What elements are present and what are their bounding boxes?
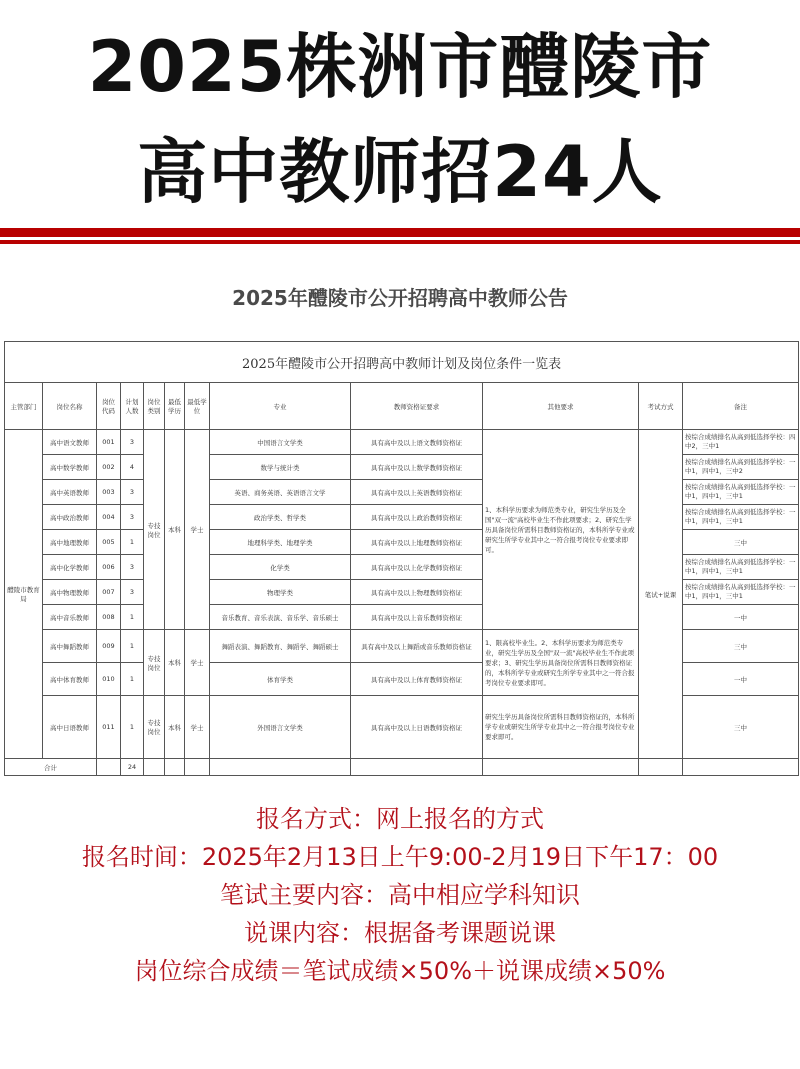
header-position-category: 岗位类别 (144, 383, 165, 430)
written-exam-content: 笔试主要内容：高中相应学科知识 (220, 881, 580, 909)
major: 舞蹈表演、舞蹈教育、舞蹈学、舞蹈硕士 (210, 630, 351, 663)
cert-requirement: 具有高中及以上音乐教师资格证 (351, 605, 483, 630)
min-degree: 学士 (185, 630, 210, 696)
min-degree: 学士 (185, 430, 210, 630)
application-info (0, 800, 800, 990)
total-empty (351, 759, 483, 776)
total-empty (639, 759, 683, 776)
cert-requirement: 具有高中及以上日语教师资格证 (351, 696, 483, 759)
position-category: 专技岗位 (144, 430, 165, 630)
plan-count: 1 (121, 605, 144, 630)
major: 外国语言文学类 (210, 696, 351, 759)
position-code: 005 (97, 530, 121, 555)
remark: 三中 (683, 530, 799, 555)
registration-method: 报名方式：网上报名的方式 (256, 805, 544, 833)
position-code: 003 (97, 480, 121, 505)
position-name: 高中物理教师 (43, 580, 97, 605)
recruitment-table-container (4, 341, 798, 776)
position-name: 高中英语教师 (43, 480, 97, 505)
position-code: 008 (97, 605, 121, 630)
remark: 按综合成绩排名从高到低选择学校：一中1，四中1，三中1 (683, 580, 799, 605)
remark: 一中 (683, 605, 799, 630)
other-requirements: 1、本科学历要求为师范类专业，研究生学历及全国"双一流"高校毕业生不作此项要求；2、研究生学历具备岗位所需科目教师资格证的，本科所学专业或研究生所学专业其中之一符合报考岗位专业要求即可。 (483, 430, 639, 630)
remark: 按综合成绩排名从高到低选择学校：一中1，四中1，三中1 (683, 505, 799, 530)
remark: 按综合成绩排名从高到低选择学校：一中1，四中1，三中1 (683, 555, 799, 580)
total-empty (165, 759, 185, 776)
major: 中国语言文学类 (210, 430, 351, 455)
position-name: 高中语文教师 (43, 430, 97, 455)
position-name: 高中化学教师 (43, 555, 97, 580)
header-position-code: 岗位代码 (97, 383, 121, 430)
major: 体育学类 (210, 663, 351, 696)
remark: 三中 (683, 696, 799, 759)
min-degree: 学士 (185, 696, 210, 759)
table-header-row (5, 383, 799, 430)
plan-count: 3 (121, 580, 144, 605)
position-code: 011 (97, 696, 121, 759)
min-education: 本科 (165, 696, 185, 759)
major: 化学类 (210, 555, 351, 580)
position-code: 001 (97, 430, 121, 455)
cert-requirement: 具有高中及以上数学教师资格证 (351, 455, 483, 480)
position-category: 专技岗位 (144, 630, 165, 696)
header-plan-count: 计划人数 (121, 383, 144, 430)
header-min-degree: 最低学位 (185, 383, 210, 430)
plan-count: 4 (121, 455, 144, 480)
lecture-content: 说课内容：根据备考课题说课 (244, 919, 556, 947)
header-department: 主管部门 (5, 383, 43, 430)
total-empty (144, 759, 165, 776)
major: 物理学类 (210, 580, 351, 605)
plan-count: 1 (121, 663, 144, 696)
position-name: 高中地理教师 (43, 530, 97, 555)
cert-requirement: 具有高中及以上舞蹈或音乐教师资格证 (351, 630, 483, 663)
plan-count: 3 (121, 555, 144, 580)
plan-count: 1 (121, 696, 144, 759)
red-divider-thick (0, 228, 800, 237)
table-total-row (5, 759, 799, 776)
cert-requirement: 具有高中及以上语文教师资格证 (351, 430, 483, 455)
position-name: 高中音乐教师 (43, 605, 97, 630)
header-cert-requirement: 教师资格证要求 (351, 383, 483, 430)
major: 地理科学类、地理学类 (210, 530, 351, 555)
red-divider-thin (0, 240, 800, 244)
department-cell: 醴陵市教育局 (5, 430, 43, 759)
min-education: 本科 (165, 430, 185, 630)
cert-requirement: 具有高中及以上政治教师资格证 (351, 505, 483, 530)
header-position-name: 岗位名称 (43, 383, 97, 430)
cert-requirement: 具有高中及以上化学教师资格证 (351, 555, 483, 580)
total-empty (97, 759, 121, 776)
score-formula: 岗位综合成绩＝笔试成绩×50%＋说课成绩×50% (134, 957, 666, 985)
major: 音乐教育、音乐表演、音乐学、音乐硕士 (210, 605, 351, 630)
plan-count: 1 (121, 530, 144, 555)
plan-count: 3 (121, 430, 144, 455)
position-code: 002 (97, 455, 121, 480)
major: 政治学类、哲学类 (210, 505, 351, 530)
hero-title-line-1: 2025株洲市醴陵市 (87, 26, 713, 108)
hero-title-line-2: 高中教师招24人 (137, 131, 663, 213)
registration-time: 报名时间：2025年2月13日上午9:00-2月19日下午17：00 (81, 843, 719, 871)
remark: 三中 (683, 630, 799, 663)
position-name: 高中数学教师 (43, 455, 97, 480)
total-empty (185, 759, 210, 776)
position-name: 高中体育教师 (43, 663, 97, 696)
position-code: 009 (97, 630, 121, 663)
remark: 按综合成绩排名从高到低选择学校：四中2，三中1 (683, 430, 799, 455)
other-requirements: 1、限高校毕业生。2、本科学历要求为师范类专业，研究生学历及全国"双一流"高校毕业生不作此项要求；3、研究生学历具备岗位所需科目教师资格证的，本科所学专业或研究生所学专业其中之一符合报考岗位专业要求即可。 (483, 630, 639, 696)
announcement-title: 2025年醴陵市公开招聘高中教师公告 (232, 286, 568, 310)
position-code: 010 (97, 663, 121, 696)
remark: 一中 (683, 663, 799, 696)
position-name: 高中政治教师 (43, 505, 97, 530)
position-name: 高中日语教师 (43, 696, 97, 759)
header-other-requirements: 其他要求 (483, 383, 639, 430)
total-empty (210, 759, 351, 776)
cert-requirement: 具有高中及以上地理教师资格证 (351, 530, 483, 555)
cert-requirement: 具有高中及以上英语教师资格证 (351, 480, 483, 505)
remark: 按综合成绩排名从高到低选择学校：一中1，四中1，三中1 (683, 480, 799, 505)
recruitment-plan-table (4, 341, 799, 776)
header-exam-method: 考试方式 (639, 383, 683, 430)
plan-count: 3 (121, 505, 144, 530)
remark: 按综合成绩排名从高到低选择学校：一中1，四中1，三中2 (683, 455, 799, 480)
plan-count: 1 (121, 630, 144, 663)
table-row (5, 430, 799, 455)
major: 英语、商务英语、英语语言文学 (210, 480, 351, 505)
cert-requirement: 具有高中及以上物理教师资格证 (351, 580, 483, 605)
min-education: 本科 (165, 630, 185, 696)
table-caption: 2025年醴陵市公开招聘高中教师计划及岗位条件一览表 (5, 342, 799, 383)
other-requirements: 研究生学历具备岗位所需科目教师资格证的，本科所学专业或研究生所学专业其中之一符合报考岗位专业要求即可。 (483, 696, 639, 759)
cert-requirement: 具有高中及以上体育教师资格证 (351, 663, 483, 696)
header-remarks: 备注 (683, 383, 799, 430)
total-label: 合计 (5, 759, 97, 776)
total-empty (683, 759, 799, 776)
major: 数学与统计类 (210, 455, 351, 480)
position-category: 专技岗位 (144, 696, 165, 759)
position-code: 007 (97, 580, 121, 605)
position-code: 006 (97, 555, 121, 580)
total-count: 24 (121, 759, 144, 776)
position-name: 高中舞蹈教师 (43, 630, 97, 663)
position-code: 004 (97, 505, 121, 530)
exam-method: 笔试+说课 (639, 430, 683, 759)
header-min-education: 最低学历 (165, 383, 185, 430)
header-major: 专业 (210, 383, 351, 430)
total-empty (483, 759, 639, 776)
plan-count: 3 (121, 480, 144, 505)
